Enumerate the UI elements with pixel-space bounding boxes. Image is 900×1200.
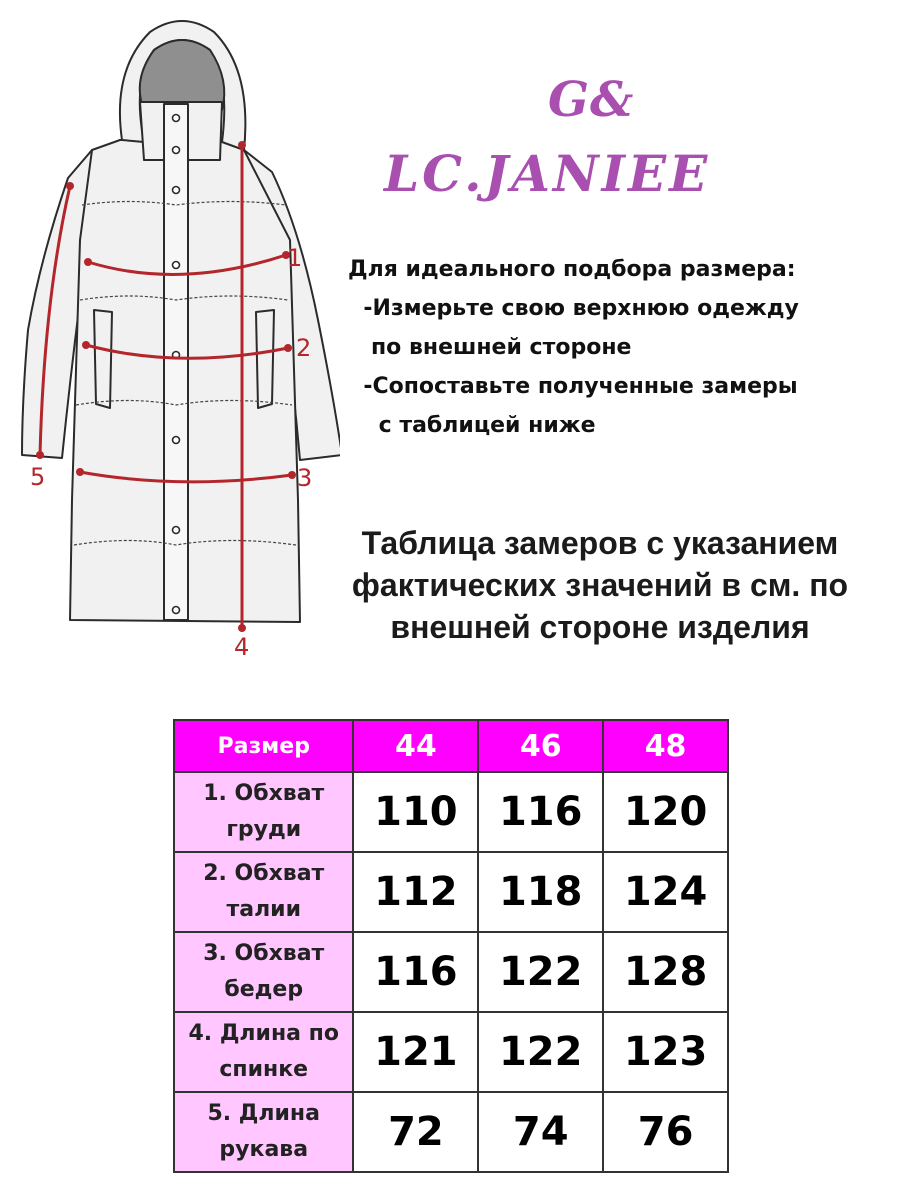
brand-line-2: LC.JANIEE xyxy=(384,144,711,203)
table-cell: 122 xyxy=(478,1012,603,1092)
heading-line-3: внешней стороне изделия xyxy=(390,609,810,645)
marker-3: 3 xyxy=(297,464,313,492)
row-label xyxy=(174,772,353,852)
table-cell: 110 xyxy=(353,772,478,852)
row-label-line-1: 4. Длина по xyxy=(188,1021,339,1046)
table-cell: 120 xyxy=(603,772,728,852)
brand-line-1: G& xyxy=(548,72,635,128)
table-cell: 128 xyxy=(603,932,728,1012)
row-label-line-2: рукава xyxy=(219,1137,309,1162)
table-cell: 123 xyxy=(603,1012,728,1092)
table-cell: 122 xyxy=(478,932,603,1012)
marker-4: 4 xyxy=(234,633,250,661)
table-cell: 74 xyxy=(478,1092,603,1172)
table-row-waist xyxy=(174,852,728,932)
instruction-line: с таблицей ниже xyxy=(348,413,596,438)
table-heading xyxy=(310,522,890,648)
coat-outline xyxy=(22,21,340,622)
table-row-sleeve-length xyxy=(174,1092,728,1172)
header-size-46: 46 xyxy=(478,720,603,772)
table-cell: 72 xyxy=(353,1092,478,1172)
row-label-line-1: 1. Обхват xyxy=(203,781,325,806)
size-table xyxy=(173,719,729,1173)
row-label-line-1: 2. Обхват xyxy=(203,861,325,886)
table-row-hips xyxy=(174,932,728,1012)
instruction-line: Для идеального подбора размера: xyxy=(348,257,796,282)
header-size-44: 44 xyxy=(353,720,478,772)
row-label-line-1: 5. Длина xyxy=(207,1101,320,1126)
row-label-line-2: груди xyxy=(226,817,302,842)
coat-diagram xyxy=(0,0,340,680)
row-label-line-1: 3. Обхват xyxy=(203,941,325,966)
instruction-line: -Сопоставьте полученные замеры xyxy=(348,374,798,399)
row-label xyxy=(174,1012,353,1092)
instruction-line: -Измерьте свою верхнюю одежду xyxy=(348,296,799,321)
header-size-label: Размер xyxy=(174,720,353,772)
row-label-line-2: бедер xyxy=(224,977,304,1002)
row-label xyxy=(174,852,353,932)
table-cell: 118 xyxy=(478,852,603,932)
heading-line-1: Таблица замеров с указанием xyxy=(361,525,839,561)
header-size-48: 48 xyxy=(603,720,728,772)
marker-5: 5 xyxy=(30,463,46,491)
table-row-chest xyxy=(174,772,728,852)
row-label-line-2: спинке xyxy=(219,1057,309,1082)
row-label xyxy=(174,932,353,1012)
table-cell: 76 xyxy=(603,1092,728,1172)
row-label xyxy=(174,1092,353,1172)
table-cell: 116 xyxy=(353,932,478,1012)
size-table-header xyxy=(174,720,728,772)
table-cell: 121 xyxy=(353,1012,478,1092)
heading-line-2: фактических значений в см. по xyxy=(351,567,849,603)
marker-2: 2 xyxy=(296,334,312,362)
measurement-instructions xyxy=(348,250,888,445)
table-cell: 124 xyxy=(603,852,728,932)
table-cell: 112 xyxy=(353,852,478,932)
table-cell: 116 xyxy=(478,772,603,852)
instruction-line: по внешней стороне xyxy=(348,335,632,360)
table-row-back-length xyxy=(174,1012,728,1092)
row-label-line-2: талии xyxy=(226,897,302,922)
marker-1: 1 xyxy=(287,244,303,272)
